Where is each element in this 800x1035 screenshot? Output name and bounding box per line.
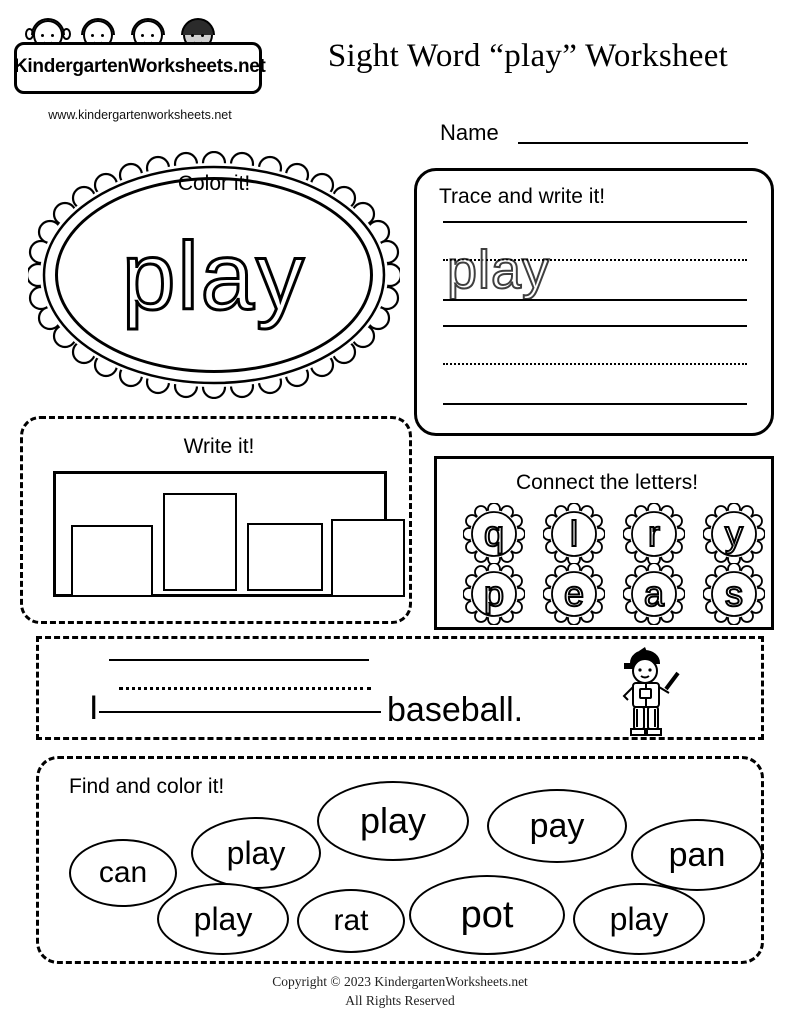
logo-word-3: .net — [233, 56, 266, 77]
write-it-section — [20, 416, 412, 624]
name-input-line[interactable] — [518, 142, 748, 144]
trace-line-group-2[interactable] — [443, 325, 747, 405]
find-word-oval[interactable]: pot — [409, 875, 565, 955]
sentence-pronoun: I — [89, 689, 99, 727]
sentence-line-top[interactable] — [109, 659, 369, 661]
logo-word-2: Worksheets — [128, 56, 233, 77]
rule-top-1 — [443, 221, 747, 223]
page-title: Sight Word “play” Worksheet — [327, 38, 729, 74]
sentence-end-word: baseball. — [387, 691, 524, 729]
rule-top-2 — [443, 325, 747, 327]
connect-the-letters-title: Connect the letters! — [515, 471, 699, 494]
sentence-write-line[interactable] — [99, 711, 381, 713]
letter-flower-label: l — [570, 513, 578, 554]
find-and-color-title: Find and color it! — [69, 775, 225, 798]
sentence-section — [36, 636, 764, 740]
find-word-oval[interactable]: play — [191, 817, 321, 889]
letter-flower[interactable] — [463, 563, 525, 625]
name-label: Name — [440, 120, 499, 145]
name-field-row — [430, 120, 770, 150]
find-word-oval[interactable]: play — [157, 883, 289, 955]
connect-the-letters-section — [434, 456, 774, 630]
letter-flower[interactable] — [463, 503, 525, 565]
rule-bottom-2 — [443, 403, 747, 405]
letter-flower-label: e — [563, 573, 585, 614]
letter-flower-label: y — [725, 513, 743, 554]
find-word-oval[interactable]: rat — [297, 889, 405, 953]
letter-flower-label: q — [483, 513, 505, 554]
letter-flower[interactable] — [703, 503, 765, 565]
write-letter-box-4[interactable] — [331, 519, 405, 597]
sentence-dotted-blank[interactable] — [119, 687, 371, 690]
find-word-oval[interactable]: play — [573, 883, 705, 955]
color-it-title: Color it! — [177, 172, 251, 195]
find-and-color-section — [36, 756, 764, 964]
trace-and-write-title: Trace and write it! — [439, 185, 606, 208]
rights-text: All Rights Reserved — [345, 993, 455, 1008]
letter-flower-label: a — [643, 573, 665, 614]
letter-flower[interactable] — [543, 503, 605, 565]
copyright-text: Copyright © 2023 KindergartenWorksheets.net — [272, 974, 528, 989]
write-letter-box-1[interactable] — [71, 525, 153, 597]
rule-mid-2 — [443, 363, 747, 365]
color-it-word: play — [121, 223, 307, 330]
letter-flower-label: s — [725, 573, 743, 614]
baseball-player-icon — [609, 643, 697, 739]
letter-flower[interactable] — [623, 563, 685, 625]
site-url: www.kindergartenworksheets.net — [48, 108, 232, 122]
logo-word-1: Kindergarten — [14, 56, 129, 77]
find-word-oval[interactable]: pan — [631, 819, 763, 891]
letter-flower-label: r — [648, 513, 660, 554]
write-letter-box-3[interactable] — [247, 523, 323, 591]
find-word-oval[interactable]: pay — [487, 789, 627, 863]
letter-flower[interactable] — [623, 503, 685, 565]
page-footer — [0, 972, 800, 1010]
letter-flower[interactable] — [543, 563, 605, 625]
find-word-oval[interactable]: play — [317, 781, 469, 861]
color-it-section — [20, 140, 408, 410]
trace-word: play — [447, 240, 551, 300]
write-letter-box-2[interactable] — [163, 493, 237, 591]
trace-line-group-1[interactable] — [443, 221, 747, 301]
letter-flower[interactable] — [703, 563, 765, 625]
find-word-oval[interactable]: can — [69, 839, 177, 907]
trace-and-write-section — [414, 168, 774, 436]
logo-wordmark — [14, 56, 266, 78]
site-logo[interactable] — [14, 14, 264, 96]
page-header — [0, 0, 800, 145]
letter-flower-label: p — [483, 573, 505, 614]
write-it-title: Write it! — [183, 435, 255, 458]
